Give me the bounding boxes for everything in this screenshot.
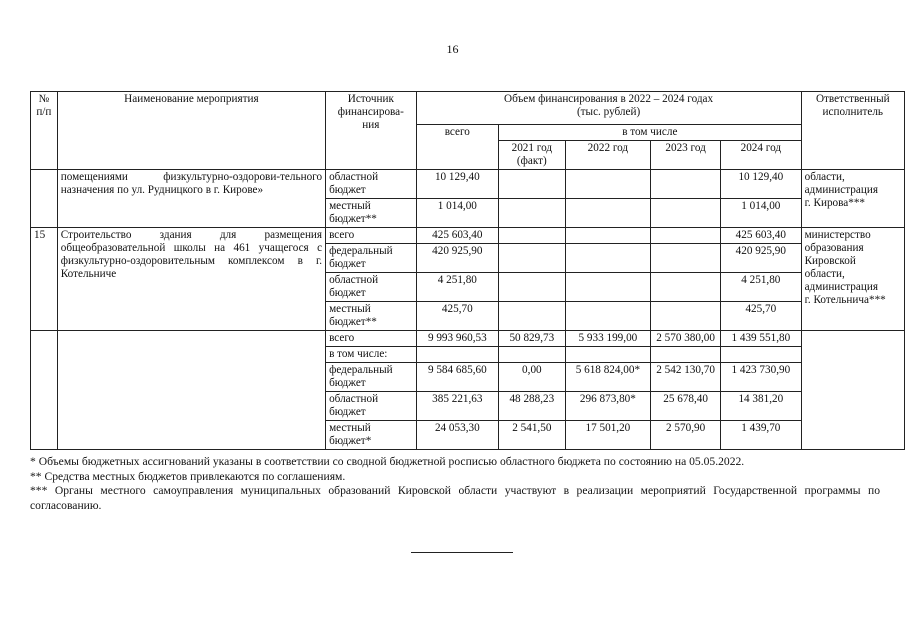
cell-2023 xyxy=(651,273,721,302)
cell-2021 xyxy=(499,228,566,244)
header-executor: Ответственный исполнитель xyxy=(801,92,904,170)
cell-total: 24 053,30 xyxy=(416,421,499,450)
cell-2024: 420 925,90 xyxy=(721,244,802,273)
cell-2021 xyxy=(499,273,566,302)
cell-2024: 1 439 551,80 xyxy=(721,331,802,347)
header-source: Источник финансирова- ния xyxy=(326,92,416,170)
cell-2022 xyxy=(565,244,651,273)
cell-2022 xyxy=(565,170,651,199)
cell-2024: 1 014,00 xyxy=(721,199,802,228)
cell-source: федеральный бюджет xyxy=(326,244,416,273)
cell-2023: 2 570,90 xyxy=(651,421,721,450)
cell-2022 xyxy=(565,302,651,331)
cell-2023 xyxy=(651,302,721,331)
cell-2022 xyxy=(565,273,651,302)
cell-2022: 5 618 824,00* xyxy=(565,363,651,392)
cell-2022 xyxy=(565,347,651,363)
cell-2024: 425 603,40 xyxy=(721,228,802,244)
cell-total: 385 221,63 xyxy=(416,392,499,421)
cell-2023 xyxy=(651,199,721,228)
cell-2023: 2 570 380,00 xyxy=(651,331,721,347)
cell-2023 xyxy=(651,228,721,244)
footnote-1: * Объемы бюджетных ассигнований указаны в соответствии со сводной бюджетной росписью областного бюджета по состоянию на 05.05.2022. xyxy=(30,455,745,468)
cell-2021: 48 288,23 xyxy=(499,392,566,421)
cell-source: всего xyxy=(326,331,416,347)
header-num: № п/п xyxy=(31,92,58,170)
cell-total: 4 251,80 xyxy=(416,273,499,302)
footnote-2: ** Средства местных бюджетов привлекаются по соглашениям. xyxy=(30,469,346,483)
cell-2022 xyxy=(565,199,651,228)
cell-source: местный бюджет** xyxy=(326,199,416,228)
cell-executor: области, администрация г. Кирова*** xyxy=(801,170,904,228)
cell-name xyxy=(57,331,325,450)
cell-2021: 2 541,50 xyxy=(499,421,566,450)
cell-source: в том числе: xyxy=(326,347,416,363)
page-number: 16 xyxy=(446,42,459,56)
cell-2024: 1 423 730,90 xyxy=(721,363,802,392)
cell-source: местный бюджет** xyxy=(326,302,416,331)
cell-2024: 425,70 xyxy=(721,302,802,331)
cell-2023 xyxy=(651,170,721,199)
header-2023: 2023 год xyxy=(651,141,721,170)
header-2022: 2022 год xyxy=(565,141,651,170)
cell-2022: 5 933 199,00 xyxy=(565,331,651,347)
header-total: всего xyxy=(416,125,499,170)
cell-2024: 1 439,70 xyxy=(721,421,802,450)
cell-2022: 296 873,80* xyxy=(565,392,651,421)
cell-2022 xyxy=(565,228,651,244)
cell-name: помещениями физкультурно-оздорови-тельного назначения по ул. Рудницкого в г. Кирове» xyxy=(57,170,325,228)
cell-num xyxy=(31,331,58,450)
cell-2021 xyxy=(499,244,566,273)
header-2021: 2021 год (факт) xyxy=(499,141,566,170)
cell-2021 xyxy=(499,199,566,228)
cell-2024: 4 251,80 xyxy=(721,273,802,302)
closing-rule xyxy=(411,552,513,553)
cell-total: 9 584 685,60 xyxy=(416,363,499,392)
cell-2024: 10 129,40 xyxy=(721,170,802,199)
cell-2023: 25 678,40 xyxy=(651,392,721,421)
cell-total: 9 993 960,53 xyxy=(416,331,499,347)
header-2024: 2024 год xyxy=(721,141,802,170)
header-including: в том числе xyxy=(499,125,802,141)
cell-2021 xyxy=(499,347,566,363)
cell-2024 xyxy=(721,347,802,363)
cell-source: областной бюджет xyxy=(326,392,416,421)
cell-source: федеральный бюджет xyxy=(326,363,416,392)
cell-num xyxy=(31,170,58,228)
cell-2023: 2 542 130,70 xyxy=(651,363,721,392)
financing-table xyxy=(30,91,905,450)
table-row xyxy=(31,170,905,199)
cell-total: 425 603,40 xyxy=(416,228,499,244)
footnotes xyxy=(30,455,880,513)
cell-executor xyxy=(801,331,904,450)
cell-total: 10 129,40 xyxy=(416,170,499,199)
cell-2023 xyxy=(651,244,721,273)
cell-source: местный бюджет* xyxy=(326,421,416,450)
cell-total: 425,70 xyxy=(416,302,499,331)
cell-total xyxy=(416,347,499,363)
cell-source: областной бюджет xyxy=(326,273,416,302)
cell-total: 420 925,90 xyxy=(416,244,499,273)
cell-source: всего xyxy=(326,228,416,244)
cell-2021: 50 829,73 xyxy=(499,331,566,347)
header-volume: Объем финансирования в 2022 – 2024 годах (тыс. рублей) xyxy=(416,92,801,125)
cell-2022: 17 501,20 xyxy=(565,421,651,450)
table-row xyxy=(31,331,905,347)
cell-2021: 0,00 xyxy=(499,363,566,392)
header-name: Наименование мероприятия xyxy=(57,92,325,170)
cell-total: 1 014,00 xyxy=(416,199,499,228)
cell-2024: 14 381,20 xyxy=(721,392,802,421)
cell-source: областной бюджет xyxy=(326,170,416,199)
footnote-3: *** Органы местного самоуправления муниципальных образований Кировской области участвуют в реализации мероприятий Государственной программы по согласованию. xyxy=(30,484,880,512)
cell-executor: министерство образования Кировской области, администрация г. Котельнича*** xyxy=(801,228,904,331)
table-row xyxy=(31,228,905,244)
cell-2023 xyxy=(651,347,721,363)
cell-2021 xyxy=(499,302,566,331)
cell-name: Строительство здания для размещения общеобразовательной школы на 461 учащегося с физкультурно-оздоровительным комплексом в г. Котельниче xyxy=(57,228,325,331)
cell-2021 xyxy=(499,170,566,199)
cell-num: 15 xyxy=(31,228,58,331)
